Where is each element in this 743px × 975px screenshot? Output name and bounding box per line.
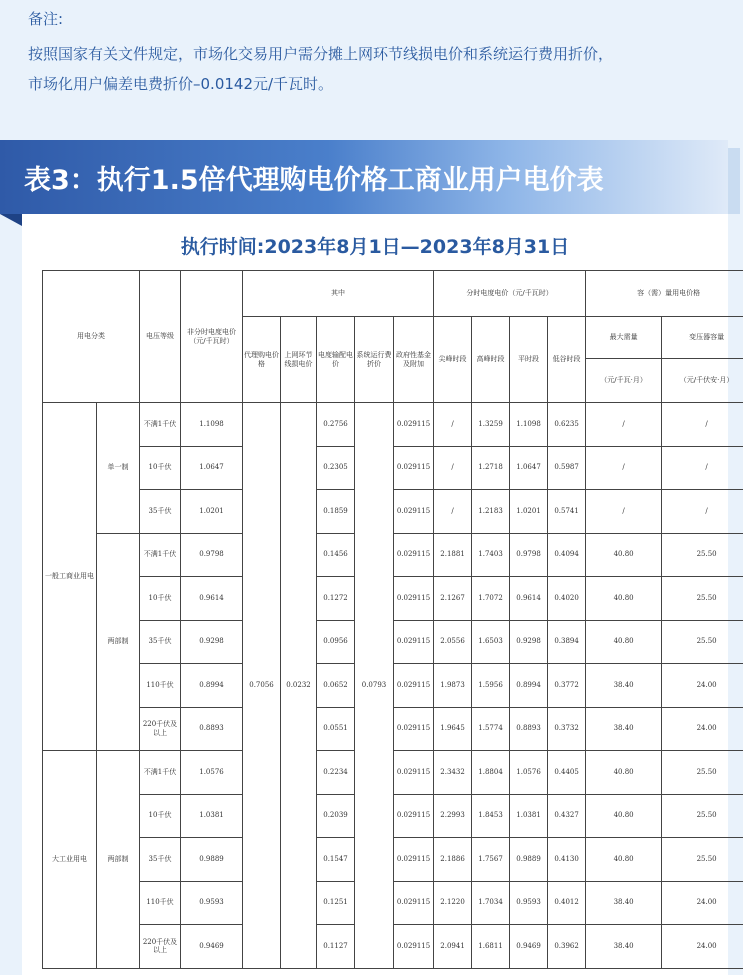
cell-transformer-capacity: / <box>662 490 743 534</box>
cell-transmission: 0.1127 <box>317 925 355 969</box>
cell-sharp-peak: / <box>434 403 472 447</box>
table-row <box>43 925 743 969</box>
cell-max-demand: 38.40 <box>586 925 662 969</box>
cell-transformer-capacity: 25.50 <box>662 794 743 838</box>
cell-transmission: 0.2039 <box>317 794 355 838</box>
cell-voltage: 10千伏 <box>140 794 181 838</box>
cell-flat: 0.9614 <box>510 577 548 621</box>
cell-line-loss: 0.0232 <box>281 403 317 969</box>
cell-valley: 0.4327 <box>548 794 586 838</box>
cell-price: 1.0201 <box>181 490 243 534</box>
cell-sharp-peak: 2.1267 <box>434 577 472 621</box>
note-title: 备注: <box>28 10 64 28</box>
table-row <box>43 751 743 795</box>
tariff-table <box>42 270 743 969</box>
cell-max-demand: 40.80 <box>586 533 662 577</box>
table-row <box>43 794 743 838</box>
header-of-which: 其中 <box>243 271 434 317</box>
cell-system-cost: 0.0793 <box>355 403 394 969</box>
cell-max-demand: 38.40 <box>586 881 662 925</box>
header-non-tou-price: 非分时电度电价（元/千瓦时） <box>181 271 243 403</box>
cell-flat: 0.9298 <box>510 620 548 664</box>
cell-flat: 1.0201 <box>510 490 548 534</box>
cell-transmission: 0.1456 <box>317 533 355 577</box>
table-banner <box>0 140 728 214</box>
header-valley: 低谷时段 <box>548 317 586 403</box>
cell-voltage: 10千伏 <box>140 446 181 490</box>
cell-transmission: 0.2234 <box>317 751 355 795</box>
cell-price: 0.9889 <box>181 838 243 882</box>
cell-voltage: 110千伏 <box>140 664 181 708</box>
cell-max-demand: 40.80 <box>586 577 662 621</box>
table-row <box>43 577 743 621</box>
table-row <box>43 490 743 534</box>
cell-flat: 0.9469 <box>510 925 548 969</box>
cell-price: 0.8893 <box>181 707 243 751</box>
effective-period: 执行时间:2023年8月1日—2023年8月31日 <box>180 236 570 258</box>
header-transformer-capacity: 变压器容量 <box>662 317 743 359</box>
cell-valley: 0.3732 <box>548 707 586 751</box>
cell-gov-fund: 0.029115 <box>394 794 434 838</box>
cell-sharp-peak: 2.0556 <box>434 620 472 664</box>
cell-gov-fund: 0.029115 <box>394 838 434 882</box>
cell-transformer-capacity: 24.00 <box>662 881 743 925</box>
cell-max-demand: / <box>586 446 662 490</box>
cell-peak: 1.7072 <box>472 577 510 621</box>
cell-valley: 0.5741 <box>548 490 586 534</box>
cell-transmission: 0.0652 <box>317 664 355 708</box>
cell-transformer-capacity: 25.50 <box>662 533 743 577</box>
table-row <box>43 403 743 447</box>
cell-transformer-capacity: 25.50 <box>662 577 743 621</box>
cell-transmission: 0.1547 <box>317 838 355 882</box>
cell-peak: 1.5956 <box>472 664 510 708</box>
cell-transmission: 0.2305 <box>317 446 355 490</box>
header-capacity-group: 容（需）量用电价格 <box>586 271 743 317</box>
banner-title: 表3：执行1.5倍代理购电价格工商业用户电价表 <box>24 165 604 196</box>
cell-max-demand: 38.40 <box>586 707 662 751</box>
cell-valley: 0.4020 <box>548 577 586 621</box>
cell-voltage: 220千伏及以上 <box>140 925 181 969</box>
cell-voltage: 35千伏 <box>140 620 181 664</box>
cell-max-demand: 40.80 <box>586 794 662 838</box>
cell-gov-fund: 0.029115 <box>394 664 434 708</box>
cell-peak: 1.6503 <box>472 620 510 664</box>
header-flat: 平时段 <box>510 317 548 403</box>
cell-sharp-peak: 2.1886 <box>434 838 472 882</box>
cell-price: 1.1098 <box>181 403 243 447</box>
cell-peak: 1.8453 <box>472 794 510 838</box>
cell-transformer-capacity: 25.50 <box>662 751 743 795</box>
cell-peak: 1.2183 <box>472 490 510 534</box>
header-transmission: 电度输配电价 <box>317 317 355 403</box>
cell-sharp-peak: 2.3432 <box>434 751 472 795</box>
cell-peak: 1.3259 <box>472 403 510 447</box>
cell-price: 0.9469 <box>181 925 243 969</box>
cell-max-demand: / <box>586 403 662 447</box>
cell-gov-fund: 0.029115 <box>394 707 434 751</box>
cell-valley: 0.5987 <box>548 446 586 490</box>
cell-voltage: 35千伏 <box>140 838 181 882</box>
cell-flat: 0.8893 <box>510 707 548 751</box>
cell-peak: 1.2718 <box>472 446 510 490</box>
cell-gov-fund: 0.029115 <box>394 751 434 795</box>
cell-gov-fund: 0.029115 <box>394 533 434 577</box>
group-large: 大工业用电 <box>43 751 97 969</box>
cell-voltage: 10千伏 <box>140 577 181 621</box>
cell-voltage: 不满1千伏 <box>140 751 181 795</box>
cell-transformer-capacity: / <box>662 403 743 447</box>
cell-sharp-peak: 2.0941 <box>434 925 472 969</box>
cell-flat: 0.9798 <box>510 533 548 577</box>
cell-valley: 0.3962 <box>548 925 586 969</box>
cell-valley: 0.4130 <box>548 838 586 882</box>
cell-flat: 1.0576 <box>510 751 548 795</box>
cell-voltage: 不满1千伏 <box>140 533 181 577</box>
subgroup-two-part: 两部制 <box>97 533 140 751</box>
cell-gov-fund: 0.029115 <box>394 446 434 490</box>
table-row <box>43 881 743 925</box>
cell-sharp-peak: 2.2993 <box>434 794 472 838</box>
cell-voltage: 220千伏及以上 <box>140 707 181 751</box>
header-tou-group: 分时电度电价（元/千瓦时） <box>434 271 586 317</box>
cell-peak: 1.7403 <box>472 533 510 577</box>
cell-peak: 1.5774 <box>472 707 510 751</box>
cell-price: 0.9298 <box>181 620 243 664</box>
cell-sharp-peak: / <box>434 446 472 490</box>
header-unit-capacity: （元/千伏安·月） <box>662 359 743 403</box>
note-line-2: 市场化用户偏差电费折价–0.0142元/千瓦时。 <box>28 75 334 93</box>
cell-max-demand: 40.80 <box>586 751 662 795</box>
cell-sharp-peak: 2.1881 <box>434 533 472 577</box>
cell-max-demand: 40.80 <box>586 838 662 882</box>
cell-transformer-capacity: / <box>662 446 743 490</box>
cell-valley: 0.4012 <box>548 881 586 925</box>
cell-peak: 1.7034 <box>472 881 510 925</box>
cell-sharp-peak: 1.9873 <box>434 664 472 708</box>
cell-transmission: 0.1272 <box>317 577 355 621</box>
header-category: 用电分类 <box>43 271 140 403</box>
cell-flat: 1.1098 <box>510 403 548 447</box>
table-row <box>43 838 743 882</box>
cell-valley: 0.3772 <box>548 664 586 708</box>
cell-sharp-peak: 2.1220 <box>434 881 472 925</box>
note-line-1: 按照国家有关文件规定，市场化交易用户需分摊上网环节线损电价和系统运行费用折价， <box>28 45 614 63</box>
table-row <box>43 533 743 577</box>
cell-transmission: 0.0956 <box>317 620 355 664</box>
header-gov-fund: 政府性基金及附加 <box>394 317 434 403</box>
cell-transmission: 0.0551 <box>317 707 355 751</box>
cell-price: 1.0381 <box>181 794 243 838</box>
cell-flat: 1.0647 <box>510 446 548 490</box>
cell-price: 1.0576 <box>181 751 243 795</box>
cell-gov-fund: 0.029115 <box>394 403 434 447</box>
cell-valley: 0.6235 <box>548 403 586 447</box>
cell-price: 0.9614 <box>181 577 243 621</box>
cell-transmission: 0.1859 <box>317 490 355 534</box>
cell-valley: 0.3894 <box>548 620 586 664</box>
table-row <box>43 620 743 664</box>
cell-peak: 1.6811 <box>472 925 510 969</box>
cell-price: 0.8994 <box>181 664 243 708</box>
table-row <box>43 707 743 751</box>
cell-transformer-capacity: 25.50 <box>662 620 743 664</box>
cell-transformer-capacity: 25.50 <box>662 838 743 882</box>
cell-voltage: 不满1千伏 <box>140 403 181 447</box>
cell-valley: 0.4405 <box>548 751 586 795</box>
header-proxy-price: 代理购电价格 <box>243 317 281 403</box>
header-line-loss: 上网环节线损电价 <box>281 317 317 403</box>
header-sharp-peak: 尖峰时段 <box>434 317 472 403</box>
cell-flat: 1.0381 <box>510 794 548 838</box>
cell-sharp-peak: / <box>434 490 472 534</box>
cell-transmission: 0.1251 <box>317 881 355 925</box>
cell-transformer-capacity: 24.00 <box>662 707 743 751</box>
header-voltage: 电压等级 <box>140 271 181 403</box>
banner-fold <box>0 214 22 226</box>
cell-gov-fund: 0.029115 <box>394 620 434 664</box>
cell-voltage: 35千伏 <box>140 490 181 534</box>
header-system-cost: 系统运行费折价 <box>355 317 394 403</box>
cell-transmission: 0.2756 <box>317 403 355 447</box>
cell-price: 0.9798 <box>181 533 243 577</box>
cell-gov-fund: 0.029115 <box>394 490 434 534</box>
header-row-1 <box>43 271 743 317</box>
table-row <box>43 446 743 490</box>
group-general: 一般工商业用电 <box>43 403 97 751</box>
cell-flat: 0.9593 <box>510 881 548 925</box>
cell-price: 1.0647 <box>181 446 243 490</box>
cell-peak: 1.8804 <box>472 751 510 795</box>
cell-proxy-price: 0.7056 <box>243 403 281 969</box>
cell-max-demand: 40.80 <box>586 620 662 664</box>
header-peak: 高峰时段 <box>472 317 510 403</box>
cell-transformer-capacity: 24.00 <box>662 664 743 708</box>
note-section <box>28 8 728 99</box>
header-unit-demand: （元/千瓦·月） <box>586 359 662 403</box>
cell-gov-fund: 0.029115 <box>394 925 434 969</box>
cell-gov-fund: 0.029115 <box>394 881 434 925</box>
subgroup-single: 单一制 <box>97 403 140 534</box>
cell-gov-fund: 0.029115 <box>394 577 434 621</box>
table-card <box>22 214 734 975</box>
cell-flat: 0.8994 <box>510 664 548 708</box>
cell-max-demand: 38.40 <box>586 664 662 708</box>
cell-voltage: 110千伏 <box>140 881 181 925</box>
cell-sharp-peak: 1.9645 <box>434 707 472 751</box>
cell-peak: 1.7567 <box>472 838 510 882</box>
table-row <box>43 664 743 708</box>
cell-transformer-capacity: 24.00 <box>662 925 743 969</box>
cell-price: 0.9593 <box>181 881 243 925</box>
cell-max-demand: / <box>586 490 662 534</box>
cell-flat: 0.9889 <box>510 838 548 882</box>
cell-valley: 0.4094 <box>548 533 586 577</box>
subgroup-two-part-large: 两部制 <box>97 751 140 969</box>
header-max-demand: 最大需量 <box>586 317 662 359</box>
